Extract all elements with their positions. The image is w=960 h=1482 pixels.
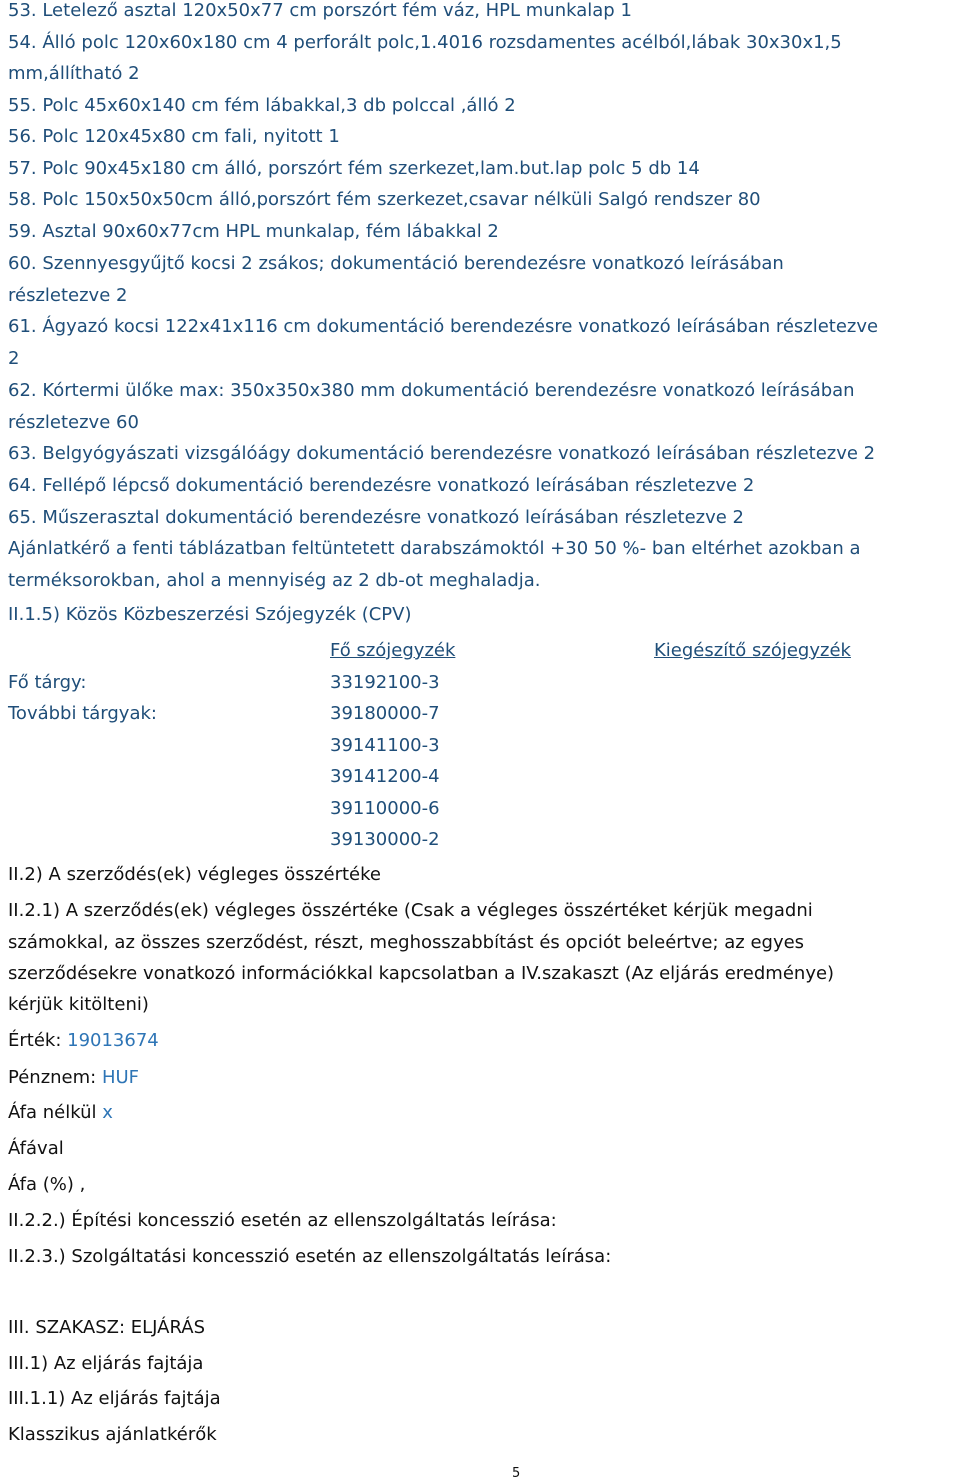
paragraph-line: kérjük kitölteni) [8,994,149,1015]
list-item: 54. Álló polc 120x60x180 cm 4 perforált polc,1.4016 rozsdamentes acélból,lábak 30x30x1,5 [8,32,842,53]
list-item: 53. Letelező asztal 120x50x77 cm porszórt fém váz, HPL munkalap 1 [8,0,632,21]
works-concession: II.2.2.) Építési koncesszió esetén az ellenszolgáltatás leírása: [8,1210,557,1231]
vat-excl-row [8,1102,113,1124]
cpv-other-code: 39141100-3 [330,735,440,756]
list-item: részletezve 2 [8,285,128,306]
list-item: 56. Polc 120x45x80 cm fali, nyitott 1 [8,126,340,147]
list-item: 61. Ágyazó kocsi 122x41x116 cm dokumentáció berendezésre vonatkozó leírásában részletezve [8,316,879,337]
cpv-main-code: 33192100-3 [330,672,440,693]
list-item: részletezve 60 [8,412,139,433]
note-text: Ajánlatkérő a fenti táblázatban feltüntetett darabszámoktól +30 50 %- ban eltérhet azokban a [8,538,861,559]
currency-label: Pénznem: [8,1067,102,1088]
cpv-other-code: 39141200-4 [330,766,440,787]
list-item: mm,állítható 2 [8,63,140,84]
paragraph-line: szerződésekre vonatkozó információkkal kapcsolatban a IV.szakaszt (Az eljárás eredménye) [8,963,835,984]
paragraph-line: II.2.1) A szerződés(ek) végleges összértéke (Csak a végleges összértéket kérjük megadni [8,900,813,921]
paragraph-line: számokkal, az összes szerződést, részt, meghosszabbítást és opciót beleértve; az egyes [8,932,805,953]
vat-excl-mark: x [102,1102,113,1123]
currency-row [8,1067,139,1089]
list-item: 2 [8,348,20,369]
list-item: 58. Polc 150x50x50cm álló,porszórt fém szerkezet,csavar nélküli Salgó rendszer 80 [8,189,761,210]
subsection-heading: III.1.1) Az eljárás fajtája [8,1388,221,1409]
cpv-main-label: Fő tárgy: [8,672,87,693]
cpv-other-label: További tárgyak: [8,703,157,724]
value-amount: 19013674 [67,1030,159,1051]
vat-pct-label: Áfa (%) , [8,1174,86,1195]
list-item: 57. Polc 90x45x180 cm álló, porszórt fém szerkezet,lam.but.lap polc 5 db 14 [8,158,700,179]
list-item: 65. Műszerasztal dokumentáció berendezésre vonatkozó leírásában részletezve 2 [8,507,744,528]
vat-incl-label: Áfával [8,1138,64,1159]
value-label: Érték: [8,1030,68,1051]
page-number: 5 [512,1466,521,1481]
list-item: 59. Asztal 90x60x77cm HPL munkalap, fém lábakkal 2 [8,221,499,242]
cpv-supp-header: Kiegészítő szójegyzék [654,640,851,661]
list-item: 64. Fellépő lépcső dokumentáció berendezésre vonatkozó leírásában részletezve 2 [8,475,755,496]
list-item: 55. Polc 45x60x140 cm fém lábakkal,3 db polccal ,álló 2 [8,95,516,116]
subsection-heading: III.1) Az eljárás fajtája [8,1353,204,1374]
cpv-other-code: 39110000-6 [330,798,440,819]
cpv-other-code: 39180000-7 [330,703,440,724]
list-item: 62. Kórtermi ülőke max: 350x350x380 mm dokumentáció berendezésre vonatkozó leírásában [8,380,855,401]
cpv-heading: II.1.5) Közös Közbeszerzési Szójegyzék (CPV) [8,604,412,625]
cpv-main-header: Fő szójegyzék [330,640,456,661]
currency-value: HUF [101,1067,140,1088]
cpv-other-code: 39130000-2 [330,829,440,850]
services-concession: II.2.3.) Szolgáltatási koncesszió esetén az ellenszolgáltatás leírása: [8,1246,612,1267]
list-item: 60. Szennyesgyűjtő kocsi 2 zsákos; dokumentáció berendezésre vonatkozó leírásában [8,253,784,274]
procedure-type: Klasszikus ajánlatkérők [8,1424,217,1445]
note-text: terméksorokban, ahol a mennyiség az 2 db-ot meghaladja. [8,570,541,591]
section-heading: III. SZAKASZ: ELJÁRÁS [8,1317,206,1338]
value-row [8,1030,159,1052]
list-item: 63. Belgyógyászati vizsgálóágy dokumentáció berendezésre vonatkozó leírásában részletezve 2 [8,443,876,464]
section-heading: II.2) A szerződés(ek) végleges összértéke [8,864,381,885]
vat-excl-label: Áfa nélkül [8,1102,103,1123]
